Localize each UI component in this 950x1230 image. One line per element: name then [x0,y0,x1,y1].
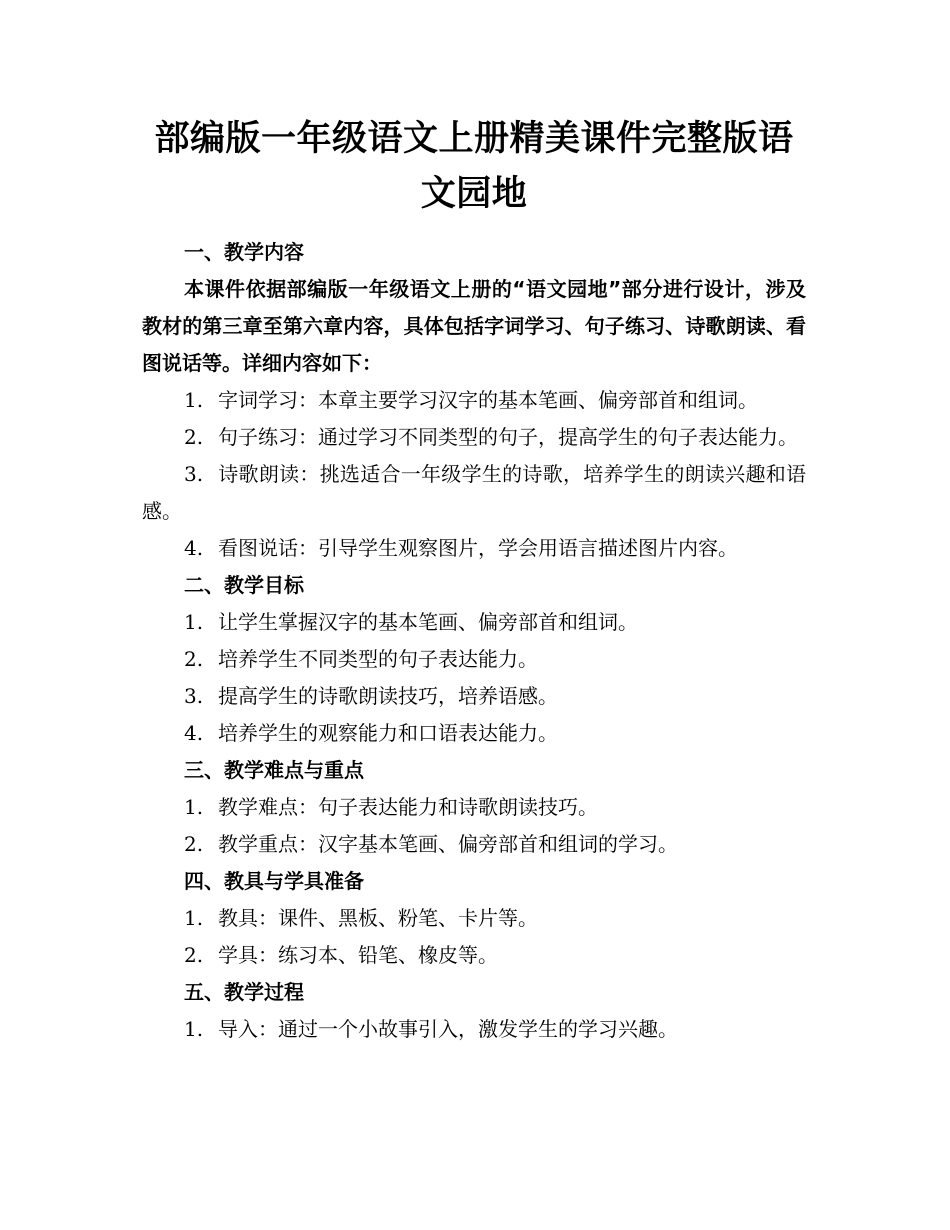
list-item [142,715,806,752]
item-text: 字词学习：本章主要学习汉字的基本笔画、偏旁部首和组词。 [218,388,758,412]
section-heading: 一、教学内容 [184,240,304,264]
item-text: 教具：课件、黑板、粉笔、卡片等。 [218,906,538,930]
item-text: 学具：练习本、铅笔、橡皮等。 [218,943,498,967]
list-item [142,900,806,937]
list-item [142,530,806,567]
list-item [142,789,806,826]
list-item [142,937,806,974]
item-text: 看图说话：引导学生观察图片，学会用语言描述图片内容。 [218,536,738,560]
item-number: 3. [184,684,204,708]
item-text: 让学生掌握汉字的基本笔画、偏旁部首和组词。 [218,610,638,634]
item-text: 教学难点：句子表达能力和诗歌朗读技巧。 [218,795,598,819]
list-item [142,456,806,530]
list-item [142,382,806,419]
item-text: 教学重点：汉字基本笔画、偏旁部首和组词的学习。 [218,832,678,856]
section-heading: 五、教学过程 [184,980,304,1004]
document-page [142,0,806,1048]
list-item [142,641,806,678]
section-heading: 四、教具与学具准备 [184,869,364,893]
item-number: 2. [184,943,204,967]
item-number: 1. [184,1017,204,1041]
section-intro: 本课件依据部编版一年级语文上册的“语文园地”部分进行设计，涉及教材的第三章至第六章内容，具体包括字词学习、句子练习、诗歌朗读、看图说话等。详细内容如下： [142,277,806,375]
item-number: 1. [184,906,204,930]
document-title: 部编版一年级语文上册精美课件完整版语文园地 [154,119,794,214]
item-number: 2. [184,647,204,671]
item-number: 2. [184,832,204,856]
list-item [142,1011,806,1048]
item-number: 4. [184,536,204,560]
list-item [142,419,806,456]
item-number: 1. [184,610,204,634]
item-text: 培养学生的观察能力和口语表达能力。 [218,721,558,745]
list-item [142,604,806,641]
item-text: 句子练习：通过学习不同类型的句子，提高学生的句子表达能力。 [218,425,798,449]
document-body [142,234,806,1048]
section-heading: 三、教学难点与重点 [184,758,364,782]
item-text: 诗歌朗读：挑选适合一年级学生的诗歌，培养学生的朗读兴趣和语感。 [142,462,806,523]
item-text: 培养学生不同类型的句子表达能力。 [218,647,538,671]
item-text: 导入：通过一个小故事引入，激发学生的学习兴趣。 [218,1017,678,1041]
item-number: 1. [184,795,204,819]
item-number: 3. [184,462,204,486]
item-number: 4. [184,721,204,745]
list-item [142,826,806,863]
item-number: 1. [184,388,204,412]
item-number: 2. [184,425,204,449]
section-heading: 二、教学目标 [184,573,304,597]
list-item [142,678,806,715]
item-text: 提高学生的诗歌朗读技巧，培养语感。 [218,684,558,708]
